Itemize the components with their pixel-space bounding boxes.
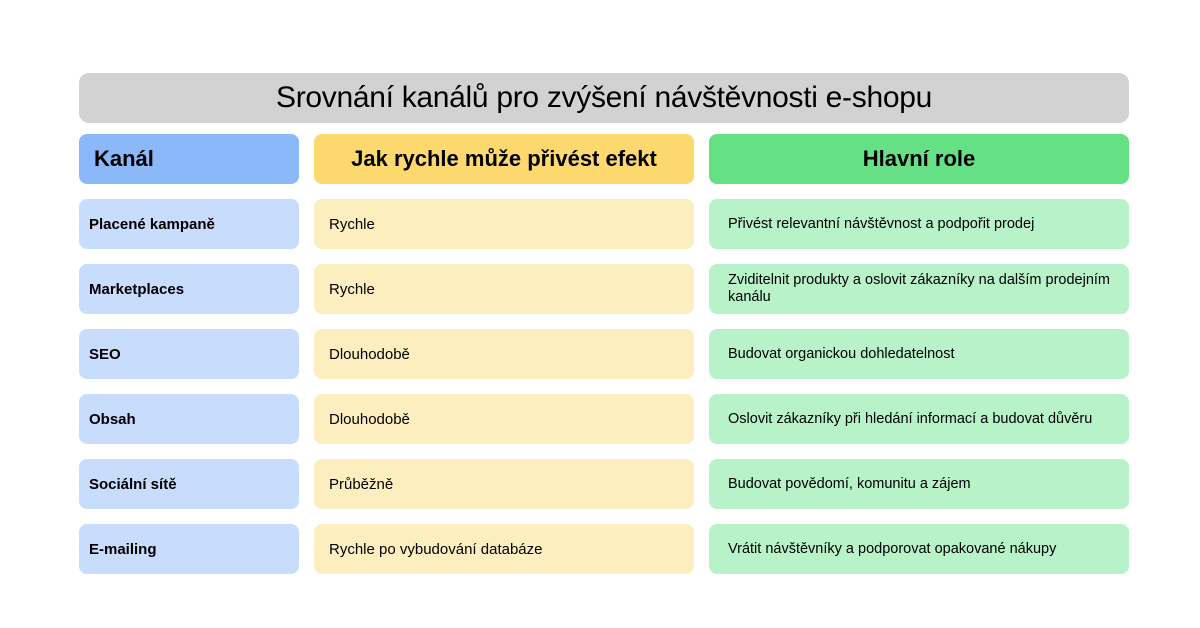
speed-cell: Dlouhodobě (314, 394, 694, 444)
channel-cell: Marketplaces (79, 264, 299, 314)
role-cell: Přivést relevantní návštěvnost a podpořit prodej (709, 199, 1129, 249)
channel-cell: Sociální sítě (79, 459, 299, 509)
role-cell: Vrátit návštěvníky a podporovat opakované nákupy (709, 524, 1129, 574)
speed-cell: Dlouhodobě (314, 329, 694, 379)
channel-cell: E-mailing (79, 524, 299, 574)
speed-cell: Rychle po vybudování databáze (314, 524, 694, 574)
table-title: Srovnání kanálů pro zvýšení návštěvnosti e-shopu (276, 81, 932, 114)
table-title-bar (79, 73, 1129, 123)
header-speed: Jak rychle může přivést efekt (314, 134, 694, 184)
header-channel: Kanál (79, 134, 299, 184)
speed-cell: Rychle (314, 199, 694, 249)
role-cell: Oslovit zákazníky při hledání informací a budovat důvěru (709, 394, 1129, 444)
channel-cell: Obsah (79, 394, 299, 444)
speed-cell: Rychle (314, 264, 694, 314)
channel-cell: SEO (79, 329, 299, 379)
channel-cell: Placené kampaně (79, 199, 299, 249)
speed-cell: Průběžně (314, 459, 694, 509)
role-cell: Budovat povědomí, komunitu a zájem (709, 459, 1129, 509)
role-cell: Budovat organickou dohledatelnost (709, 329, 1129, 379)
header-role: Hlavní role (709, 134, 1129, 184)
role-cell: Zviditelnit produkty a oslovit zákazníky na dalším prodejním kanálu (709, 264, 1129, 314)
